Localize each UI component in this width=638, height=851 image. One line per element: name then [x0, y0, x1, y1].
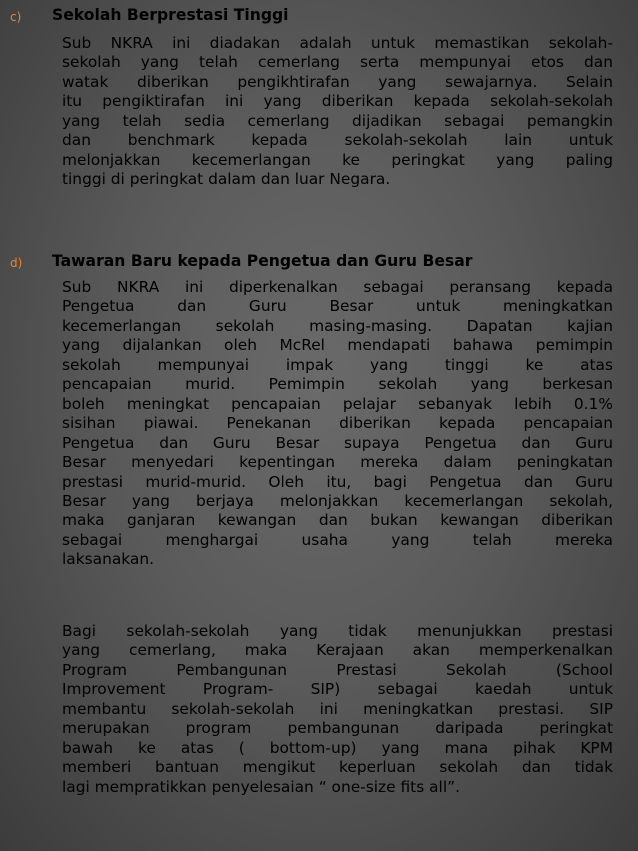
text-line: lagi mempratikkan penyelesaian “ one-size fits all”. [62, 777, 460, 796]
text-line: merupakan program pembangunan daripada peringkat [62, 719, 613, 738]
section-d-heading: Tawaran Baru kepada Pengetua dan Guru Besar [52, 252, 473, 270]
text-line: prestasi murid-murid. Oleh itu, bagi Pengetua dan Guru [62, 472, 613, 491]
text-line: sebagai menghargai usaha yang telah mereka [62, 530, 613, 549]
text-line: yang telah sedia cemerlang dijadikan sebagai pemangkin [62, 111, 613, 130]
text-line: tinggi di peringkat dalam dan luar Negara. [62, 170, 391, 189]
text-line: Pengetua dan Guru Besar supaya Pengetua dan Guru [62, 433, 613, 452]
text-line: itu pengiktirafan ini yang diberikan kepada sekolah-sekolah [62, 92, 613, 111]
text-line: kecemerlangan sekolah masing-masing. Dapatan kajian [62, 316, 613, 335]
text-line: bawah ke atas ( bottom-up) yang mana pihak KPM [62, 738, 613, 757]
text-line: Besar yang berjaya melonjakkan kecemerlangan sekolah, [62, 491, 613, 510]
text-line: pencapaian murid. Pemimpin sekolah yang berkesan [62, 375, 613, 394]
text-line: boleh meningkat pencapaian pelajar sebanyak lebih 0.1% [62, 394, 613, 413]
section-d-marker: d) [10, 256, 23, 270]
text-line: sekolah mempunyai impak yang tinggi ke atas [62, 355, 613, 374]
section-d-paragraph-1 [62, 278, 613, 570]
section-c-heading: Sekolah Berprestasi Tinggi [52, 6, 289, 24]
text-line: Sub NKRA ini diperkenalkan sebagai peransang kepada [62, 278, 613, 296]
text-line: sekolah yang telah cemerlang serta mempunyai etos dan [62, 53, 613, 72]
text-line: Sub NKRA ini diadakan adalah untuk memastikan sekolah- [62, 34, 613, 52]
text-line: memberi bantuan mengikut keperluan sekolah dan tidak [62, 758, 613, 777]
text-line: melonjakkan kecemerlangan ke peringkat yang paling [62, 150, 613, 169]
text-line: Pengetua dan Guru Besar untuk meningkatkan [62, 297, 613, 316]
text-line: Improvement Program- SIP) sebagai kaedah untuk [62, 680, 613, 699]
text-line: maka ganjaran kewangan dan bukan kewangan diberikan [62, 511, 613, 530]
text-line: Besar menyedari kepentingan mereka dalam peningkatan [62, 453, 613, 472]
section-c-marker: c) [10, 10, 22, 24]
text-line: sisihan piawai. Penekanan diberikan kepada pencapaian [62, 414, 613, 433]
text-line: Bagi sekolah-sekolah yang tidak menunjukkan prestasi [62, 622, 613, 640]
text-line: membantu sekolah-sekolah ini meningkatkan prestasi. SIP [62, 699, 613, 718]
text-line: dan benchmark kepada sekolah-sekolah lain untuk [62, 131, 613, 150]
text-line: Program Pembangunan Prestasi Sekolah (School [62, 660, 613, 679]
text-line: watak diberikan pengikhtirafan yang sewajarnya. Selain [62, 72, 613, 91]
section-c-paragraph [62, 34, 613, 190]
text-line: laksanakan. [62, 550, 154, 569]
text-line: yang cemerlang, maka Kerajaan akan memperkenalkan [62, 641, 613, 660]
section-d-paragraph-2 [62, 622, 613, 797]
text-line: yang dijalankan oleh McRel mendapati bahawa pemimpin [62, 336, 613, 355]
